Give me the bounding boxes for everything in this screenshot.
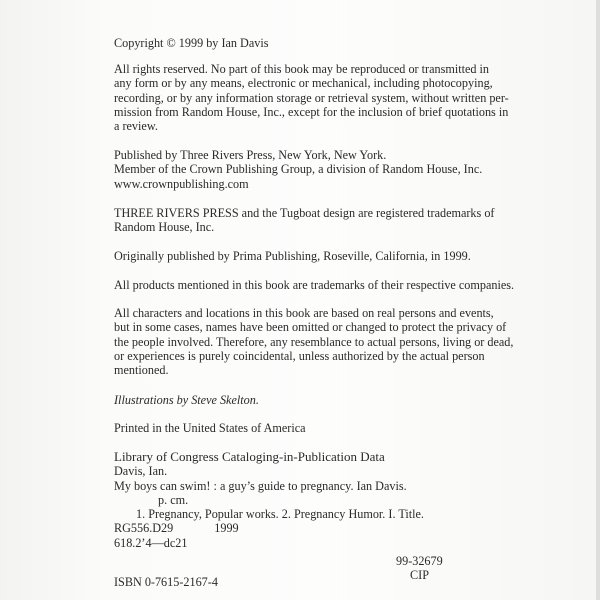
cip-subjects: 1. Pregnancy, Popular works. 2. Pregnancy Humor. I. Title. (136, 507, 424, 522)
isbn-line (114, 575, 534, 589)
cip-dewey: 618.2’4—dc21 (114, 535, 188, 550)
publisher-line: Published by Three Rivers Press, New York, New York. (114, 148, 387, 162)
rights-line: recording, or by any information storage or retrieval system, without written per- (114, 90, 509, 105)
cip-author: Davis, Ian. (114, 464, 168, 479)
cip-data-block (114, 450, 534, 550)
disclaimer-paragraph (114, 306, 534, 377)
page-edge-shadow (596, 0, 600, 600)
isbn-text: ISBN 0-7615-2167-4 (114, 575, 218, 589)
original-publication-text: Originally published by Prima Publishing, Roseville, California, in 1999. (114, 249, 471, 263)
cip-title: Library of Congress Cataloging-in-Publication Data (114, 449, 385, 464)
printed-notice-text: Printed in the United States of America (114, 421, 306, 435)
rights-line: mission from Random House, Inc., except for the inclusion of brief quotations in (114, 104, 509, 119)
illustrations-credit (114, 393, 534, 407)
disclaimer-line: mentioned. (114, 363, 169, 378)
copyright-line (114, 36, 534, 50)
cip-label: CIP (410, 568, 429, 583)
printed-notice (114, 421, 534, 435)
products-notice-text: All products mentioned in this book are trademarks of their respective companies. (114, 278, 515, 292)
trademark-line: Random House, Inc. (114, 220, 215, 235)
cip-year: 1999 (214, 521, 239, 536)
original-publication (114, 249, 534, 263)
cip-pages: p. cm. (158, 492, 189, 507)
cip-call-number: RG556.D29 (114, 521, 174, 536)
copyright-text: Copyright © 1999 by Ian Davis (114, 36, 269, 50)
cip-lccn: 99-32679 (396, 554, 443, 568)
trademark-paragraph (114, 206, 534, 235)
rights-line: any form or by any means, electronic or mechanical, including photocopying, (114, 76, 493, 91)
cip-call-number-row (114, 521, 534, 535)
illustrations-credit-text: Illustrations by Steve Skelton. (114, 393, 259, 407)
cip-book-title: My boys can swim! : a guy’s guide to pregnancy. Ian Davis. (114, 478, 407, 493)
rights-paragraph (114, 62, 534, 133)
trademark-line: THREE RIVERS PRESS and the Tugboat design are registered trademarks of (114, 206, 495, 220)
publisher-paragraph (114, 148, 534, 191)
disclaimer-line: the people involved. Therefore, any resemblance to actual persons, living or dead, (114, 334, 514, 349)
publisher-url: www.crownpublishing.com (114, 176, 249, 191)
disclaimer-line: or experiences is purely coincidental, unless authorized by the actual person (114, 348, 485, 363)
rights-line: All rights reserved. No part of this book may be reproduced or transmitted in (114, 62, 490, 76)
disclaimer-line: All characters and locations in this book are based on real persons and events, (114, 306, 494, 320)
publisher-line: Member of the Crown Publishing Group, a division of Random House, Inc. (114, 162, 483, 177)
disclaimer-line: but in some cases, names have been omitted or changed to protect the privacy of (114, 320, 507, 335)
rights-line: a review. (114, 119, 158, 134)
products-notice (114, 278, 534, 292)
